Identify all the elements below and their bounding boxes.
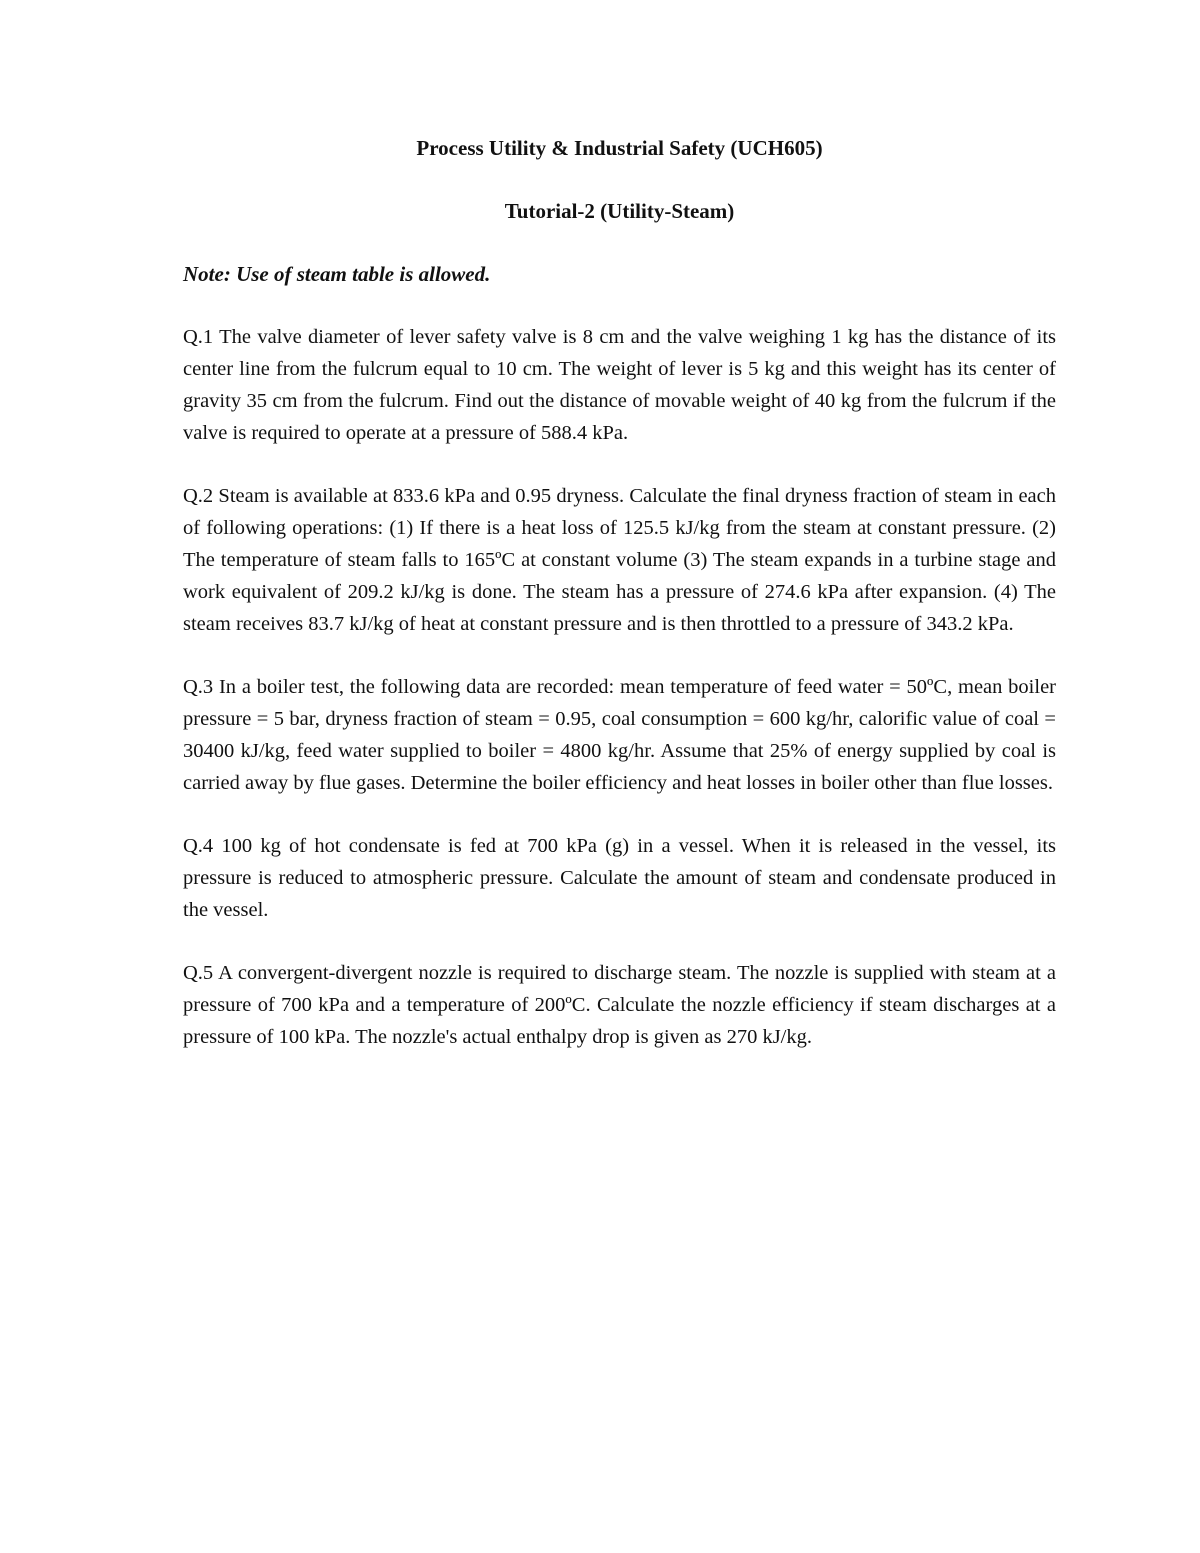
question-5: Q.5 A convergent-divergent nozzle is required to discharge steam. The nozzle is supplied with steam at a pressure of 700 kPa and a temperature of 200ºC. Calculate the nozzle efficiency if steam discharges at a pressure of 100 kPa. The nozzle's actual enthalpy drop is given as 270 kJ/kg. [183,962,1056,1048]
question-2: Q.2 Steam is available at 833.6 kPa and 0.95 dryness. Calculate the final dryness fraction of steam in each of following operations: (1) If there is a heat loss of 125.5 kJ/kg from the steam at constant pressure. (2) The temperature of steam falls to 165ºC at constant volume (3) The steam expands in a turbine stage and work equivalent of 209.2 kJ/kg is done. The steam has a pressure of 274.6 kPa after expansion. (4) The steam receives 83.7 kJ/kg of heat at constant pressure and is then throttled to a pressure of 343.2 kPa. [183,485,1056,635]
document-title: Process Utility & Industrial Safety (UCH605) [416,136,823,160]
question-1: Q.1 The valve diameter of lever safety valve is 8 cm and the valve weighing 1 kg has the distance of its center line from the fulcrum equal to 10 cm. The weight of lever is 5 kg and this weight has its center of gravity 35 cm from the fulcrum. Find out the distance of movable weight of 40 kg from the fulcrum if the valve is required to operate at a pressure of 588.4 kPa. [183,326,1056,444]
question-3: Q.3 In a boiler test, the following data are recorded: mean temperature of feed water = 50ºC, mean boiler pressure = 5 bar, dryness fraction of steam = 0.95, coal consumption = 600 kg/hr, calorific value of coal = 30400 kJ/kg, feed water supplied to boiler = 4800 kg/hr. Assume that 25% of energy supplied by coal is carried away by flue gases. Determine the boiler efficiency and heat losses in boiler other than flue losses. [183,676,1056,794]
document-body [183,132,1056,1053]
question-4: Q.4 100 kg of hot condensate is fed at 700 kPa (g) in a vessel. When it is released in the vessel, its pressure is reduced to atmospheric pressure. Calculate the amount of steam and condensate produced in the vessel. [183,835,1056,921]
document-note: Note: Use of steam table is allowed. [183,262,491,286]
document-subtitle: Tutorial-2 (Utility-Steam) [504,199,735,223]
